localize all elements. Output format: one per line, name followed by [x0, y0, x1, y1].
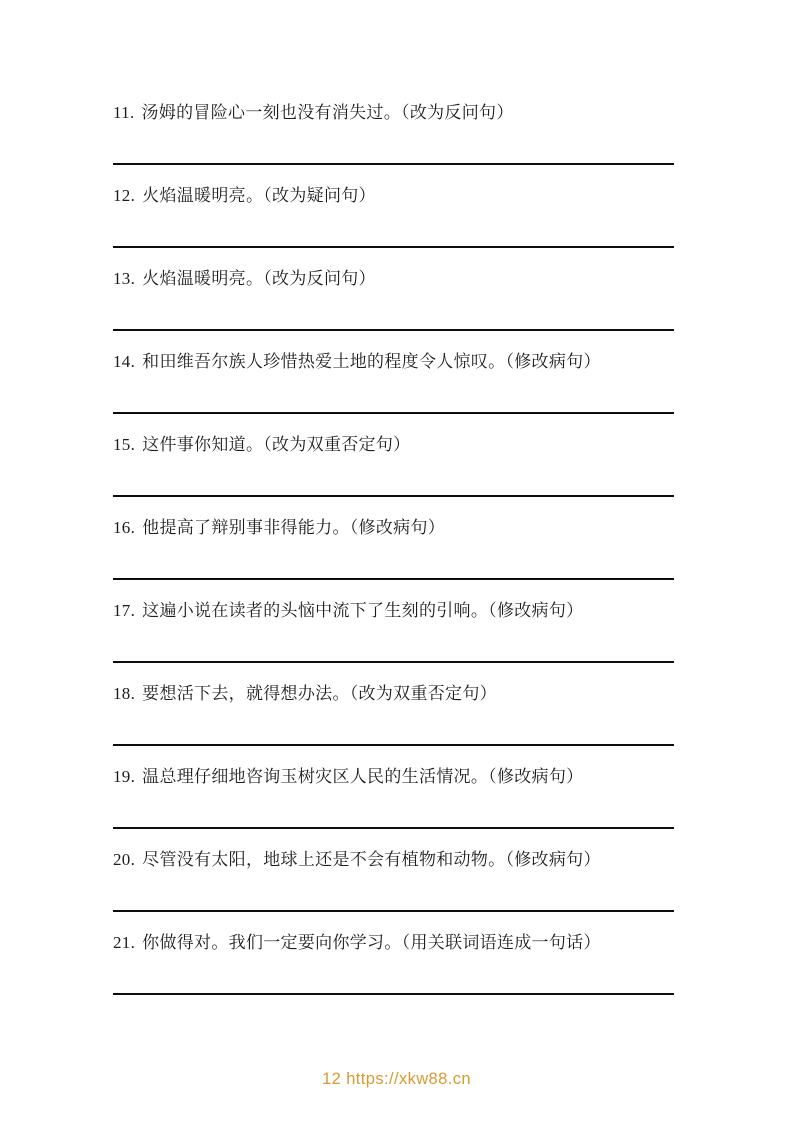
- exercise-item-14: [113, 350, 674, 414]
- exercise-sentence: [113, 267, 674, 291]
- exercise-item-16: [113, 516, 674, 580]
- item-text: 和田维吾尔族人珍惜热爱土地的程度令人惊叹。（修改病句）: [142, 352, 601, 371]
- exercise-item-17: [113, 599, 674, 663]
- item-number: 15.: [113, 435, 136, 454]
- answer-blank-line: [113, 329, 674, 331]
- item-text: 你做得对。我们一定要向你学习。（用关联词语连成一句话）: [142, 933, 601, 952]
- item-number: 14.: [113, 352, 136, 371]
- item-number: 16.: [113, 518, 136, 537]
- exercise-item-15: [113, 433, 674, 497]
- answer-blank-line: [113, 412, 674, 414]
- page-number: 12: [322, 1070, 342, 1088]
- item-text: 这件事你知道。（改为双重否定句）: [142, 435, 411, 454]
- exercise-sentence: [113, 931, 674, 955]
- item-number: 13.: [113, 269, 136, 288]
- watermark-url: https://xkw88.cn: [346, 1070, 471, 1088]
- exercise-sentence: [113, 682, 674, 706]
- answer-blank-line: [113, 910, 674, 912]
- item-text: 这遍小说在读者的头恼中流下了生刻的引响。（修改病句）: [142, 601, 584, 620]
- item-text: 要想活下去，就得想办法。（改为双重否定句）: [142, 684, 497, 703]
- exercise-sentence: [113, 516, 674, 540]
- item-number: 12.: [113, 186, 136, 205]
- answer-blank-line: [113, 661, 674, 663]
- item-text: 火焰温暖明亮。（改为疑问句）: [142, 186, 376, 205]
- exercise-sentence: [113, 765, 674, 789]
- item-number: 11.: [113, 103, 135, 122]
- item-text: 尽管没有太阳，地球上还是不会有植物和动物。（修改病句）: [142, 850, 601, 869]
- item-text: 他提高了辩别事非得能力。（修改病句）: [142, 518, 446, 537]
- exercise-item-21: [113, 931, 674, 995]
- worksheet-page: [113, 0, 674, 995]
- exercise-item-19: [113, 765, 674, 829]
- exercise-sentence: [113, 599, 674, 623]
- item-number: 18.: [113, 684, 136, 703]
- page-footer: [0, 1070, 793, 1089]
- answer-blank-line: [113, 578, 674, 580]
- exercise-sentence: [113, 433, 674, 457]
- answer-blank-line: [113, 246, 674, 248]
- exercise-sentence: [113, 848, 674, 872]
- answer-blank-line: [113, 495, 674, 497]
- answer-blank-line: [113, 163, 674, 165]
- exercise-item-18: [113, 682, 674, 746]
- exercise-sentence: [113, 350, 674, 374]
- exercise-sentence: [113, 184, 674, 208]
- item-number: 20.: [113, 850, 136, 869]
- exercise-sentence: [113, 101, 674, 125]
- answer-blank-line: [113, 827, 674, 829]
- item-number: 17.: [113, 601, 136, 620]
- item-text: 温总理仔细地咨询玉树灾区人民的生活情况。（修改病句）: [142, 767, 584, 786]
- exercise-item-13: [113, 267, 674, 331]
- item-number: 21.: [113, 933, 136, 952]
- exercise-item-11: [113, 101, 674, 165]
- answer-blank-line: [113, 744, 674, 746]
- item-text: 火焰温暖明亮。（改为反问句）: [142, 269, 376, 288]
- item-text: 汤姆的冒险心一刻也没有消失过。（改为反问句）: [141, 103, 514, 122]
- item-number: 19.: [113, 767, 136, 786]
- exercise-item-12: [113, 184, 674, 248]
- exercise-item-20: [113, 848, 674, 912]
- answer-blank-line: [113, 993, 674, 995]
